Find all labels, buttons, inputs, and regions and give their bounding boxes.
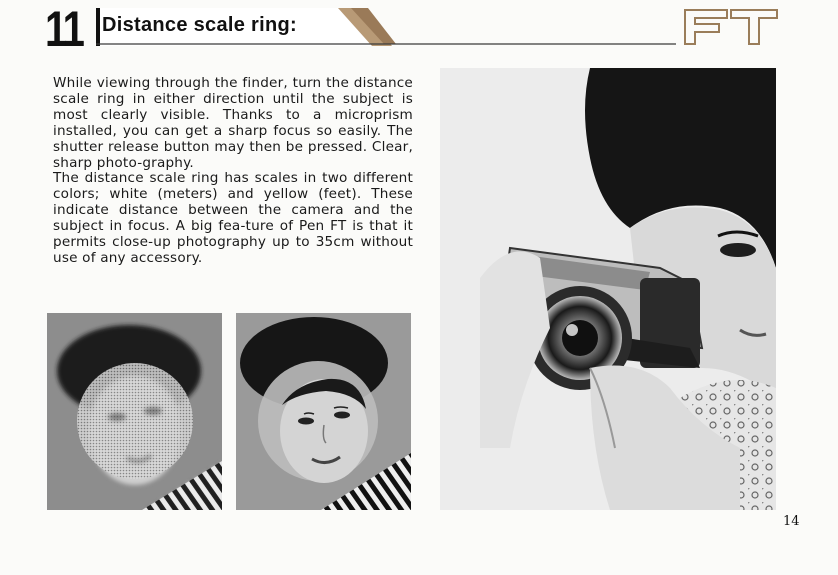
photo-woman-with-camera [440, 68, 776, 510]
photo-in-focus [236, 313, 411, 510]
paragraph-focusing: While viewing through the finder, turn the distance scale ring in either direction until the subject is most clearly visible. Thanks to a microprism installed, you can get a sharp focus so easily. The shutter release button may then be pressed. Clear, sharp photo-graphy. [53, 75, 413, 171]
ft-logo [683, 6, 779, 46]
paragraph-distance-scales: The distance scale ring has scales in two different colors; white (meters) and yellow (feet). These indicate distance between the camera and the subject in focus. A big fea-ture of Pen FT is that it permits close-up photography up to 35cm without use of any accessory. [53, 170, 413, 266]
section-title: Distance scale ring: [102, 14, 297, 36]
page-number: 14 [783, 514, 800, 529]
photo-out-of-focus [47, 313, 222, 510]
section-number: 11 [45, 1, 83, 57]
body-text [53, 76, 413, 267]
